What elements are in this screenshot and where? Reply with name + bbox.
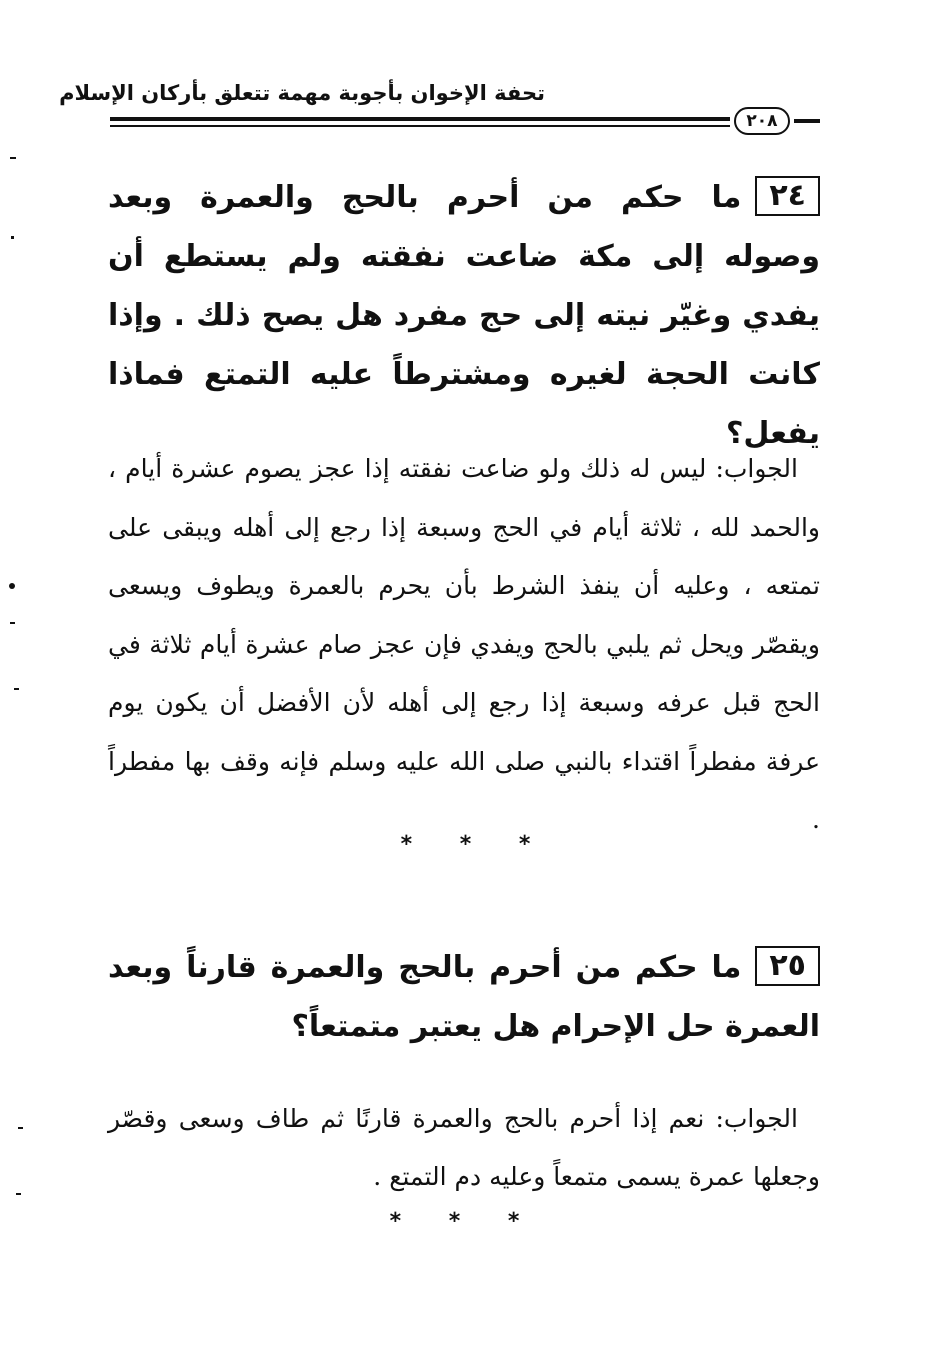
question-24 [108, 168, 820, 463]
header-rule-thin [110, 125, 730, 127]
section-separator: * * * [400, 832, 551, 857]
scan-speck [11, 236, 14, 239]
header-rule [110, 117, 730, 121]
question-number: ٢٥ [755, 946, 820, 986]
scan-speck [10, 622, 15, 624]
scan-speck [10, 157, 16, 159]
answer-25: الجواب: نعم إذا أحرم بالحج والعمرة قارنًا ثم طاف وسعى وقصّر وجعلها عمرة يسمى متمعاً وعليه دم التمتع . [108, 1104, 820, 1191]
question-text: ما حكم من أحرم بالحج والعمرة قارناً وبعد العمرة حل الإحرام هل يعتبر متمتعاً؟ [108, 950, 820, 1044]
running-title: تحفة الإخوان بأجوبة مهمة تتعلق بأركان الإسلام [59, 81, 545, 105]
scan-speck [16, 1193, 21, 1195]
question-number: ٢٤ [755, 176, 820, 216]
scan-speck [9, 583, 15, 589]
page-number: ٢٠٨ [734, 107, 790, 135]
answer-24: الجواب: ليس له ذلك ولو ضاعت نفقته إذا عجز يصوم عشرة أيام ، والحمد لله ، ثلاثة أيام في الحج وسبعة إذا رجع إلى أهله ويبقى على تمتعه ، وعليه أن ينفذ الشرط بأن يحرم بالعمرة ويطوف ويسعى ويقصّر ويحل ثم يلبي بالحج ويفدي فإن عجز صام عشرة أيام ثلاثة في الحج قبل عرفه وسبعة إذا رجع إلى أهله لأن الأفضل أن يكون يوم عرفة مفطراً اقتداء بالنبي صلى الله عليه وسلم فإنه وقف بها مفطراً . [108, 454, 820, 834]
question-text: ما حكم من أحرم بالحج والعمرة وبعد وصوله إلى مكة ضاعت نفقته ولم يستطع أن يفدي وغيّر نيته إلى حج مفرد هل يصح ذلك . وإذا كانت الحجة لغيره ومشترطاً عليه التمتع فماذا يفعل؟ [108, 180, 820, 451]
question-25 [108, 938, 820, 1056]
scan-speck [18, 1127, 23, 1129]
header-dash [794, 119, 820, 123]
scan-speck [14, 688, 19, 690]
section-separator: * * * [389, 1209, 540, 1234]
